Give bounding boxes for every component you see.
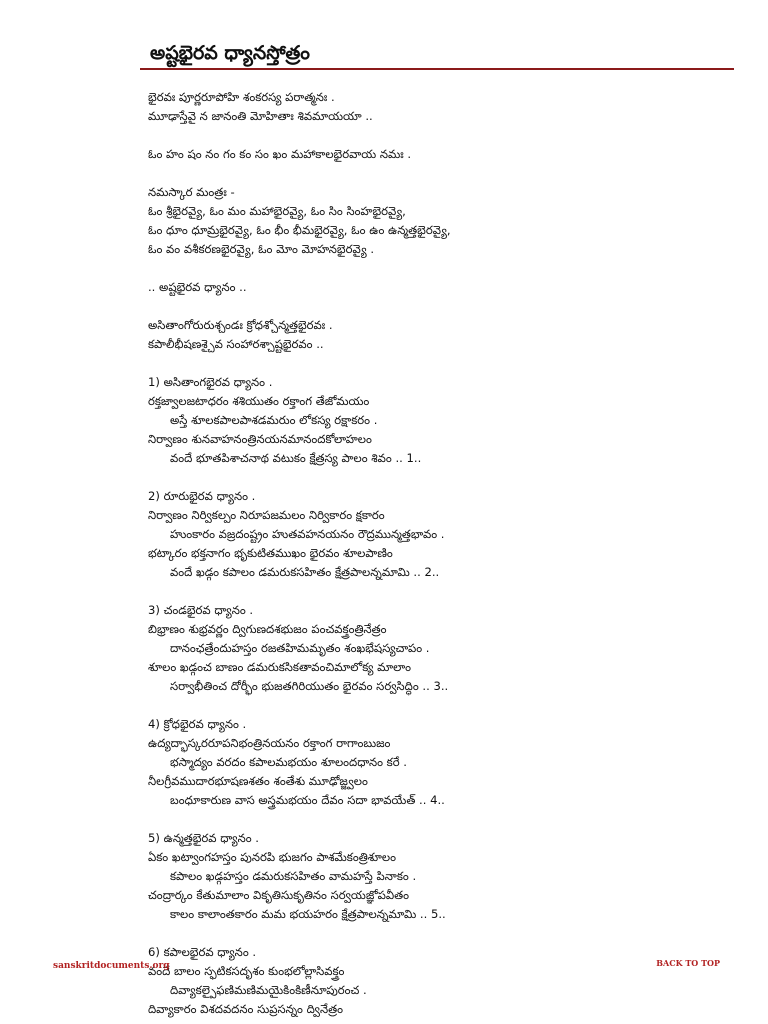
site-link[interactable]: sanskritdocuments.org <box>53 961 170 971</box>
verse-line: బిభ్రాణం శుభ్రవర్ణం ద్విగుణదశభుజం పంచవక్త్రంత్రినేత్రం <box>148 622 387 636</box>
back-to-top-link[interactable]: BACK TO TOP <box>656 958 720 968</box>
verse-line: 3) చండభైరవ ధ్యానం . <box>148 603 254 617</box>
verse-line: దానంఛత్రేందుహస్తం రజతహిమమృతం శంఖభేషస్యచాపం . <box>170 641 430 655</box>
verse-line: నిర్వాణం నిర్వికల్పం నిరూపజమలం నిర్వికారం క్షకారం <box>148 508 385 522</box>
verse-line: చంద్రార్కం కేతుమాలాం వికృతిసుకృతినం సర్వయజ్ఞోపవీతం <box>148 888 410 902</box>
verse-line: భైరవః పూర్ణరూపోహి శంకరస్య పరాత్మనః . <box>148 90 335 104</box>
stotram-text <box>148 88 748 1019</box>
blank-line <box>148 259 748 278</box>
verse-line: ఉద్యద్భాస్కరరూపనిభంత్రినయనం రక్తాంగ రాగాంబుజం <box>148 736 391 750</box>
verse-line: ఓం ధూం ధూమ్రభైరవ్యై, ఓం భీం భీమభైరవ్యై, ఓం ఉం ఉన్మత్తభైరవ్యై, <box>148 223 451 237</box>
verse-line: నీలగ్రీవముదారభూషణశతం శంతేశు మూఢోజ్జ్వలం <box>148 774 368 788</box>
title-underline <box>140 68 734 70</box>
verse-line: 6) కపాలభైరవ ధ్యానం . <box>148 945 257 959</box>
verse-line: ఓం శ్రీభైరవ్యై, ఓం మం మహాభైరవ్యై, ఓం సిం సింహభైరవ్యై, <box>148 204 406 218</box>
blank-line <box>148 582 748 601</box>
blank-line <box>148 924 748 943</box>
verse-line: వందే ఖడ్గం కపాలం డమరుకసహితం క్షేత్రపాలన్నమామి .. 2.. <box>170 565 440 579</box>
page-title: అష్టభైరవ ధ్యానస్తోత్రం <box>150 42 310 64</box>
verse-line: కాలం కాలాంతకారం మమ భయహరం క్షేత్రపాలన్నమామి .. 5.. <box>170 907 446 921</box>
verse-line: బంధూకారుణ వాస అస్త్రమభయం దేవం సదా భావయేత్ .. 4.. <box>170 793 445 807</box>
verse-line: ఏకం ఖట్వాంగహస్తం పునరపి భుజగం పాశమేకంత్రిశూలం <box>148 850 397 864</box>
blank-line <box>148 354 748 373</box>
verse-line: నిర్వాణం శునవాహనంత్రినయనమానందకోలాహలం <box>148 432 372 446</box>
verse-line: 2) రూరుభైరవ ధ్యానం . <box>148 489 256 503</box>
verse-line: దివ్యాకల్పైఫణిమణిమయైకింకిణీనూపురంచ . <box>170 983 367 997</box>
verse-line: .. అష్టభైరవ ధ్యానం .. <box>148 280 247 294</box>
verse-line: వందే భూతపిశాచనాథ వటుకం క్షేత్రస్య పాలం శివం .. 1.. <box>170 451 422 465</box>
verse-line: భట్కారం భక్తనాగం భృకుటితముఖం భైరవం శూలపాణిం <box>148 546 393 560</box>
verse-line: కపాలీభీషణశ్చైవ సంహారశ్చాష్టభైరవం .. <box>148 337 324 351</box>
verse-line: సర్వాభీతించ దోర్భీం భుజతగిరియుతం భైరవం సర్వసిద్ధిం .. 3.. <box>170 679 449 693</box>
verse-line: 1) అసితాంగభైరవ ధ్యానం . <box>148 375 273 389</box>
verse-line: ఓం వం వశీకరణభైరవ్యై, ఓం మోం మోహనభైరవ్యై . <box>148 242 375 256</box>
verse-line: కపాలం ఖడ్గహస్తం డమరుకసహితం వామహస్తే పినాకం . <box>170 869 417 883</box>
verse-line: మూఢాస్తేవై న జానంతి మోహితాః శివమాయయా .. <box>148 109 373 123</box>
verse-line: 4) క్రోధభైరవ ధ్యానం . <box>148 717 247 731</box>
verse-line: ఓం హం షం నం గం కం సం ఖం మహాకాలభైరవాయ నమః . <box>148 147 412 161</box>
blank-line <box>148 468 748 487</box>
verse-line: దివ్యాకారం విశదవదనం సుప్రసన్నం ద్వినేత్రం <box>148 1002 344 1016</box>
verse-line: అస్తే శూలకపాలపాశడమరుం లోకస్య రక్షాకరం . <box>170 413 378 427</box>
blank-line <box>148 126 748 145</box>
blank-line <box>148 810 748 829</box>
verse-line: భస్మాద్యం వరదం కపాలమభయం శూలందధానం కరే . <box>170 755 407 769</box>
blank-line <box>148 696 748 715</box>
verse-line: నమస్కార మంత్రః - <box>148 185 235 199</box>
verse-line: 5) ఉన్మత్తభైరవ ధ్యానం . <box>148 831 259 845</box>
verse-line: వందే బాలం స్ఫటికసదృశం కుంభలోల్లాసివక్త్రం <box>148 964 345 978</box>
blank-line <box>148 297 748 316</box>
verse-line: హుంకారం వజ్రదంష్ట్రం హుతవహనయనం రౌద్రమున్మత్తభావం . <box>170 527 445 541</box>
verse-line: శూలం ఖడ్గంచ బాణం డమరుకసికతావంచిమాలోక్య మాలాం <box>148 660 411 674</box>
blank-line <box>148 164 748 183</box>
verse-line: అసితాంగోరురుశ్చండః క్రోధశ్చోన్మత్తభైరవః . <box>148 318 333 332</box>
verse-line: రక్తజ్వాలజటాధరం శశియుతం రక్తాంగ తేజోమయం <box>148 394 370 408</box>
